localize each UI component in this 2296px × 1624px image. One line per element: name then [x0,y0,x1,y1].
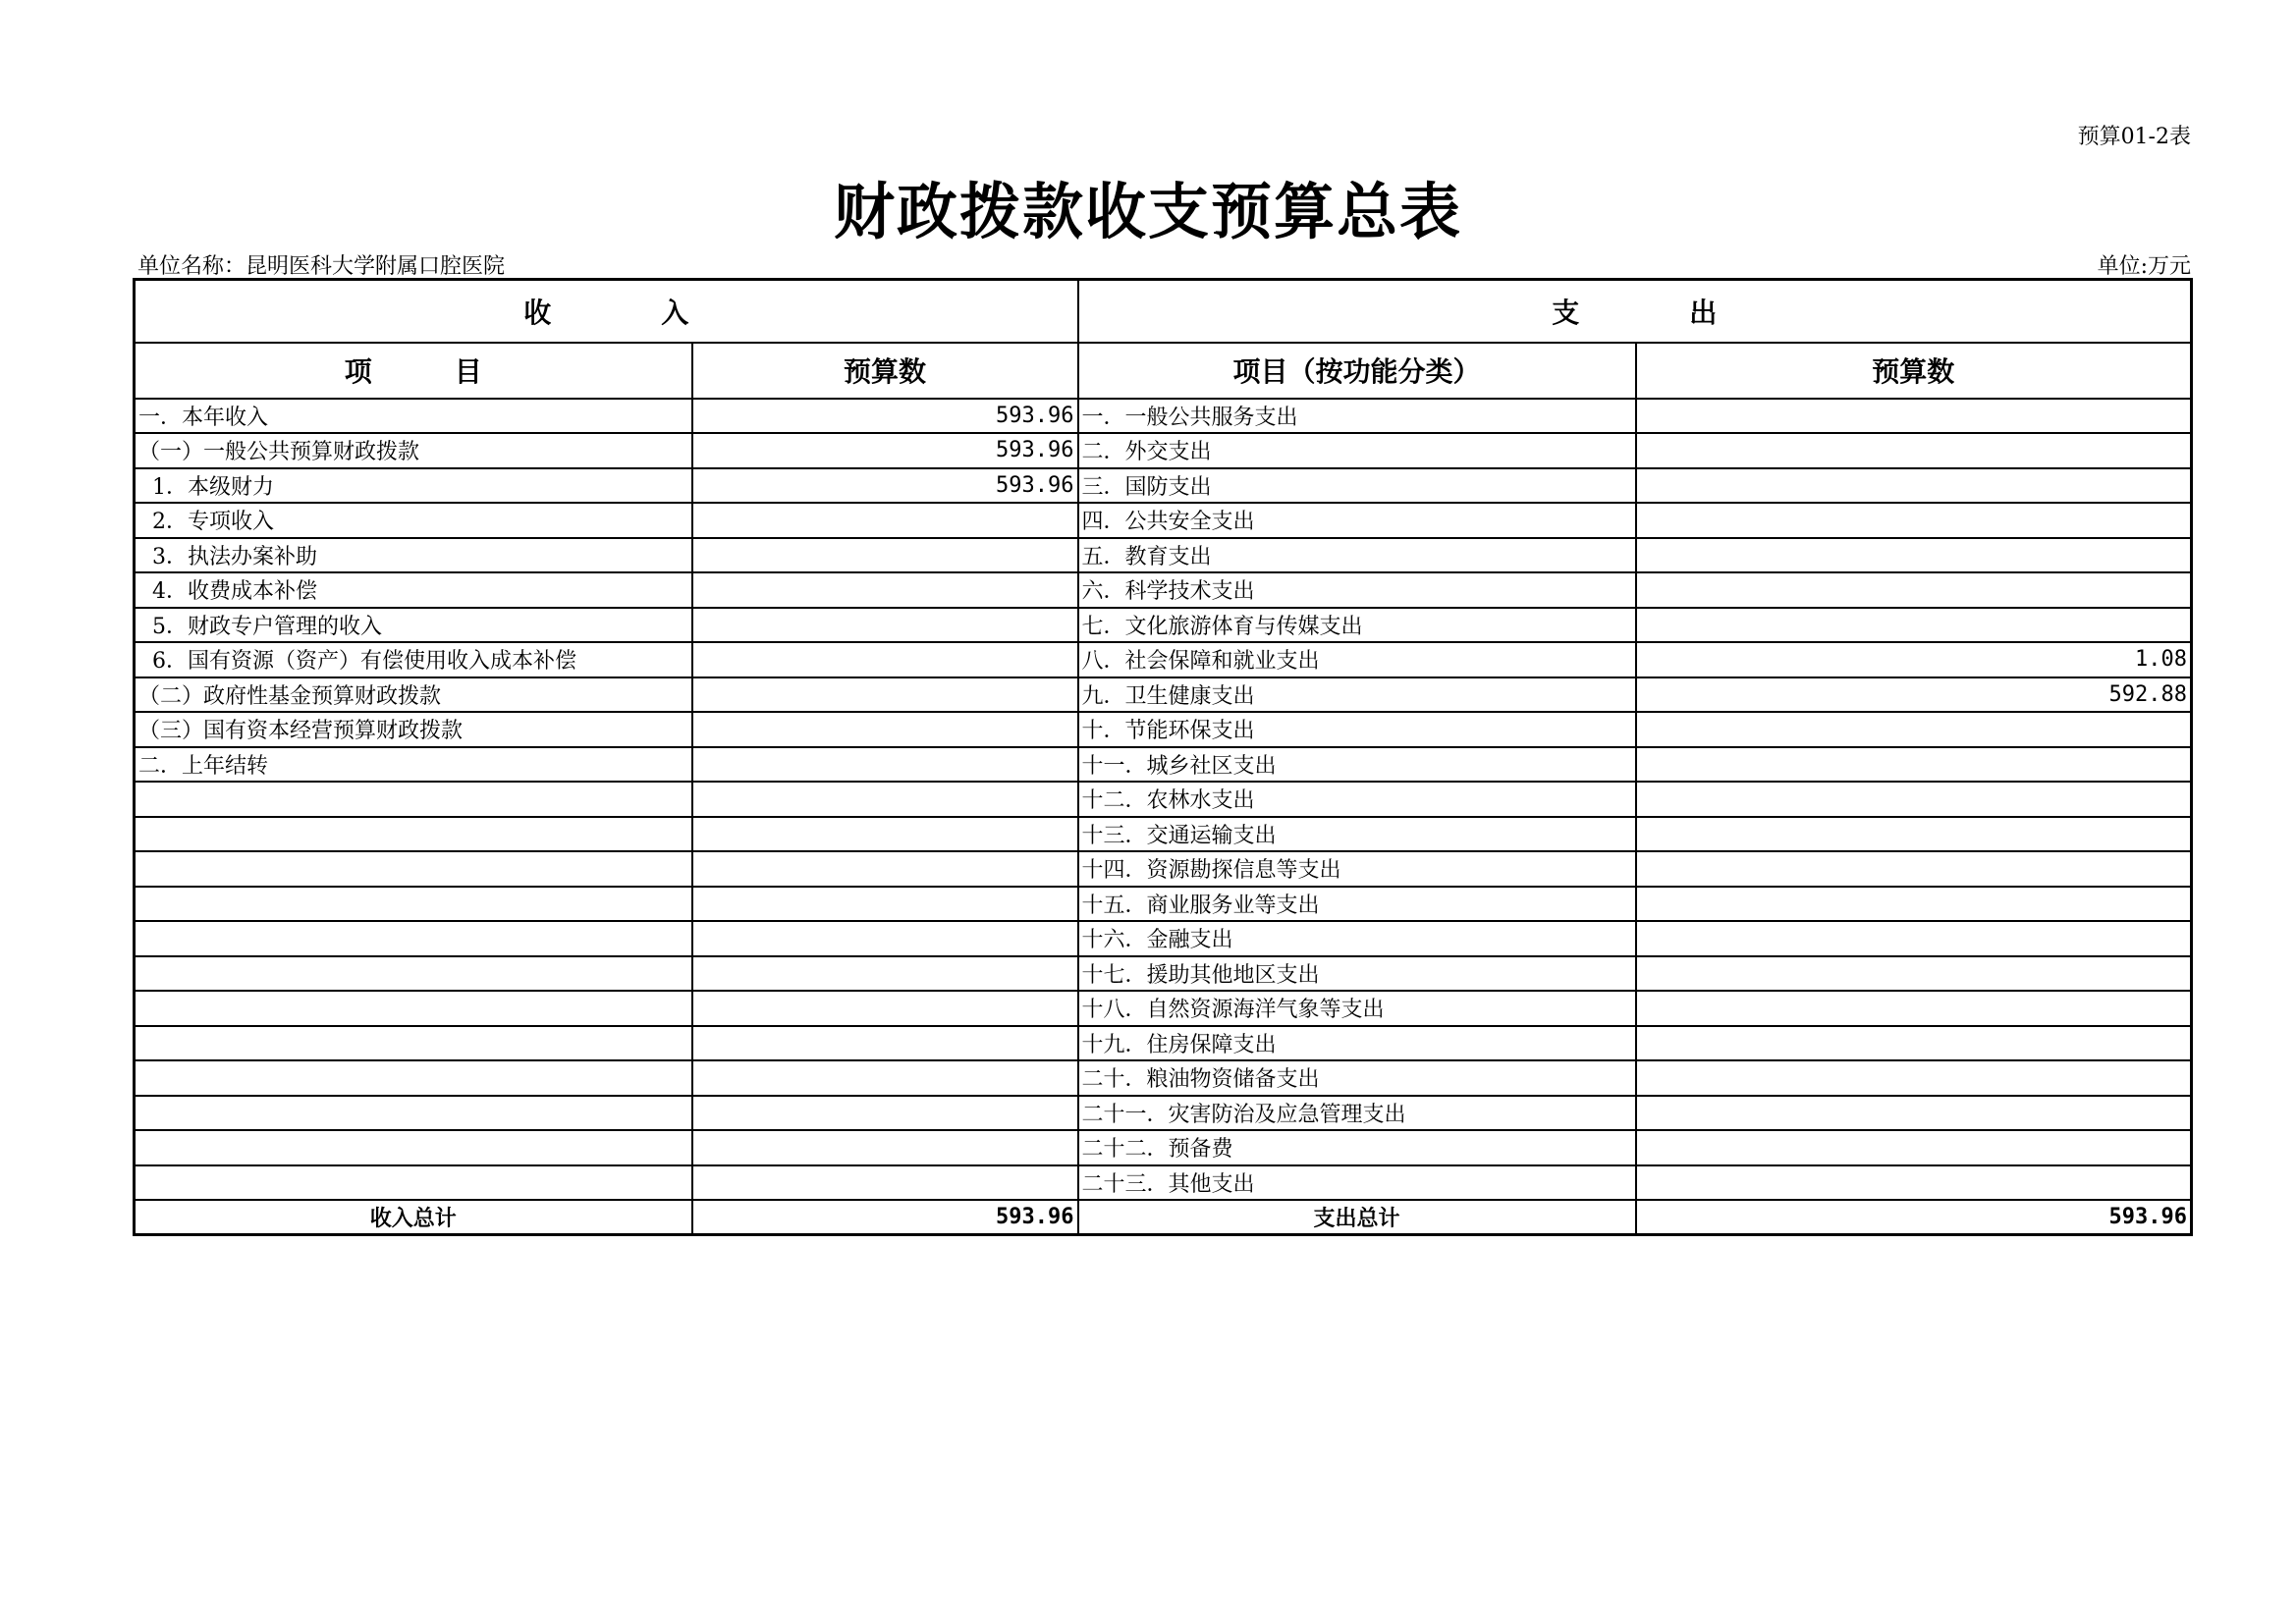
expense-item-cell: 十二．农林水支出 [1078,782,1636,817]
income-amount-cell [692,712,1078,747]
unit-name-label: 单位名称：昆明医科大学附属口腔医院 [137,254,506,279]
expense-item-cell: 二十一．灾害防治及应急管理支出 [1078,1096,1636,1131]
table-row [135,887,2192,922]
table-row [135,851,2192,887]
expense-item-cell: 十六．金融支出 [1078,921,1636,956]
expense-amount-cell [1636,608,2192,643]
expense-item-cell: 十七．援助其他地区支出 [1078,956,1636,992]
income-total-amount: 593.96 [692,1200,1078,1235]
totals-row [135,1200,2192,1235]
income-amount-cell [692,782,1078,817]
table-row [135,782,2192,817]
table-row [135,1026,2192,1061]
income-item-cell [135,782,692,817]
expense-item-cell: 一．一般公共服务支出 [1078,399,1636,434]
income-item-header: 项 目 [135,343,692,399]
section-header-row [135,280,2192,343]
income-item-cell: 一．本年收入 [135,399,692,434]
expense-amount-cell [1636,782,2192,817]
income-item-cell: 4．收费成本补偿 [135,572,692,608]
table-row [135,921,2192,956]
income-amount-header: 预算数 [692,343,1078,399]
expense-amount-cell [1636,991,2192,1026]
income-item-cell: 3．执法办案补助 [135,538,692,573]
table-row [135,468,2192,504]
table-row [135,712,2192,747]
table-row [135,991,2192,1026]
income-amount-cell [692,677,1078,713]
income-amount-cell: 593.96 [692,468,1078,504]
expense-total-amount: 593.96 [1636,1200,2192,1235]
table-row [135,1130,2192,1165]
income-total-label: 收入总计 [135,1200,692,1235]
expense-amount-cell [1636,817,2192,852]
income-item-cell: （二）政府性基金预算财政拨款 [135,677,692,713]
income-amount-cell [692,1096,1078,1131]
expense-amount-cell [1636,503,2192,538]
expense-item-header: 项目（按功能分类） [1078,343,1636,399]
table-row [135,1096,2192,1131]
income-amount-cell [692,921,1078,956]
income-amount-cell [692,1130,1078,1165]
expense-amount-cell [1636,851,2192,887]
table-row [135,677,2192,713]
income-item-cell [135,956,692,992]
income-item-cell: 6．国有资源（资产）有偿使用收入成本补偿 [135,642,692,677]
expense-item-cell: 二十．粮油物资储备支出 [1078,1060,1636,1096]
income-amount-cell [692,608,1078,643]
expense-amount-cell [1636,921,2192,956]
income-item-cell [135,1165,692,1201]
expense-total-label: 支出总计 [1078,1200,1636,1235]
expense-item-cell: 五．教育支出 [1078,538,1636,573]
expense-item-cell: 十五．商业服务业等支出 [1078,887,1636,922]
income-item-cell [135,991,692,1026]
expense-amount-cell [1636,1026,2192,1061]
income-item-cell [135,921,692,956]
page-title: 财政拨款收支预算总表 [833,176,1462,247]
income-item-cell: 二．上年结转 [135,747,692,783]
income-amount-cell [692,956,1078,992]
income-item-cell: 5．财政专户管理的收入 [135,608,692,643]
currency-unit-label: 单位:万元 [2097,254,2191,279]
income-item-cell [135,1096,692,1131]
income-item-cell: （一）一般公共预算财政拨款 [135,433,692,468]
expense-amount-cell [1636,712,2192,747]
expense-item-cell: 二．外交支出 [1078,433,1636,468]
table-row [135,817,2192,852]
income-item-cell [135,851,692,887]
expense-amount-cell: 1.08 [1636,642,2192,677]
expense-item-cell: 十八．自然资源海洋气象等支出 [1078,991,1636,1026]
expense-item-cell: 十一．城乡社区支出 [1078,747,1636,783]
income-amount-cell: 593.96 [692,433,1078,468]
expense-amount-cell [1636,747,2192,783]
income-amount-cell [692,572,1078,608]
expense-item-cell: 七．文化旅游体育与传媒支出 [1078,608,1636,643]
table-row [135,642,2192,677]
expense-item-cell: 十四．资源勘探信息等支出 [1078,851,1636,887]
table-row [135,608,2192,643]
expense-item-cell: 九．卫生健康支出 [1078,677,1636,713]
table-row [135,399,2192,434]
income-item-cell [135,887,692,922]
column-header-row [135,343,2192,399]
expense-amount-cell [1636,1165,2192,1201]
table-row [135,956,2192,992]
income-amount-cell [692,851,1078,887]
income-amount-cell: 593.96 [692,399,1078,434]
table-row [135,503,2192,538]
expense-item-cell: 十九．住房保障支出 [1078,1026,1636,1061]
expense-amount-cell [1636,468,2192,504]
expense-item-cell: 四．公共安全支出 [1078,503,1636,538]
table-row [135,572,2192,608]
table-row [135,1060,2192,1096]
income-item-cell [135,1060,692,1096]
expense-amount-cell [1636,572,2192,608]
expense-amount-cell [1636,887,2192,922]
income-item-cell [135,1026,692,1061]
expense-item-cell: 二十二．预备费 [1078,1130,1636,1165]
expense-item-cell: 六．科学技术支出 [1078,572,1636,608]
income-section-header: 收 入 [135,280,1078,343]
income-amount-cell [692,642,1078,677]
expense-amount-cell [1636,1060,2192,1096]
form-number: 预算01-2表 [2077,125,2191,149]
income-item-cell: （三）国有资本经营预算财政拨款 [135,712,692,747]
income-item-cell: 1．本级财力 [135,468,692,504]
income-amount-cell [692,887,1078,922]
income-amount-cell [692,538,1078,573]
expense-amount-cell [1636,1096,2192,1131]
expense-item-cell: 八．社会保障和就业支出 [1078,642,1636,677]
income-amount-cell [692,1060,1078,1096]
expense-amount-header: 预算数 [1636,343,2192,399]
expense-item-cell: 十三．交通运输支出 [1078,817,1636,852]
income-amount-cell [692,503,1078,538]
expense-amount-cell [1636,956,2192,992]
table-row [135,1165,2192,1201]
expense-item-cell: 三．国防支出 [1078,468,1636,504]
income-amount-cell [692,1165,1078,1201]
income-item-cell: 2．专项收入 [135,503,692,538]
expense-amount-cell [1636,1130,2192,1165]
income-item-cell [135,1130,692,1165]
table-row [135,538,2192,573]
expense-item-cell: 十．节能环保支出 [1078,712,1636,747]
table-row [135,433,2192,468]
income-amount-cell [692,747,1078,783]
expense-amount-cell [1636,433,2192,468]
income-amount-cell [692,991,1078,1026]
income-amount-cell [692,1026,1078,1061]
expense-section-header: 支 出 [1078,280,2192,343]
expense-item-cell: 二十三．其他支出 [1078,1165,1636,1201]
expense-amount-cell: 592.88 [1636,677,2192,713]
table-row [135,747,2192,783]
budget-table [133,278,2193,1236]
expense-amount-cell [1636,399,2192,434]
expense-amount-cell [1636,538,2192,573]
income-amount-cell [692,817,1078,852]
income-item-cell [135,817,692,852]
